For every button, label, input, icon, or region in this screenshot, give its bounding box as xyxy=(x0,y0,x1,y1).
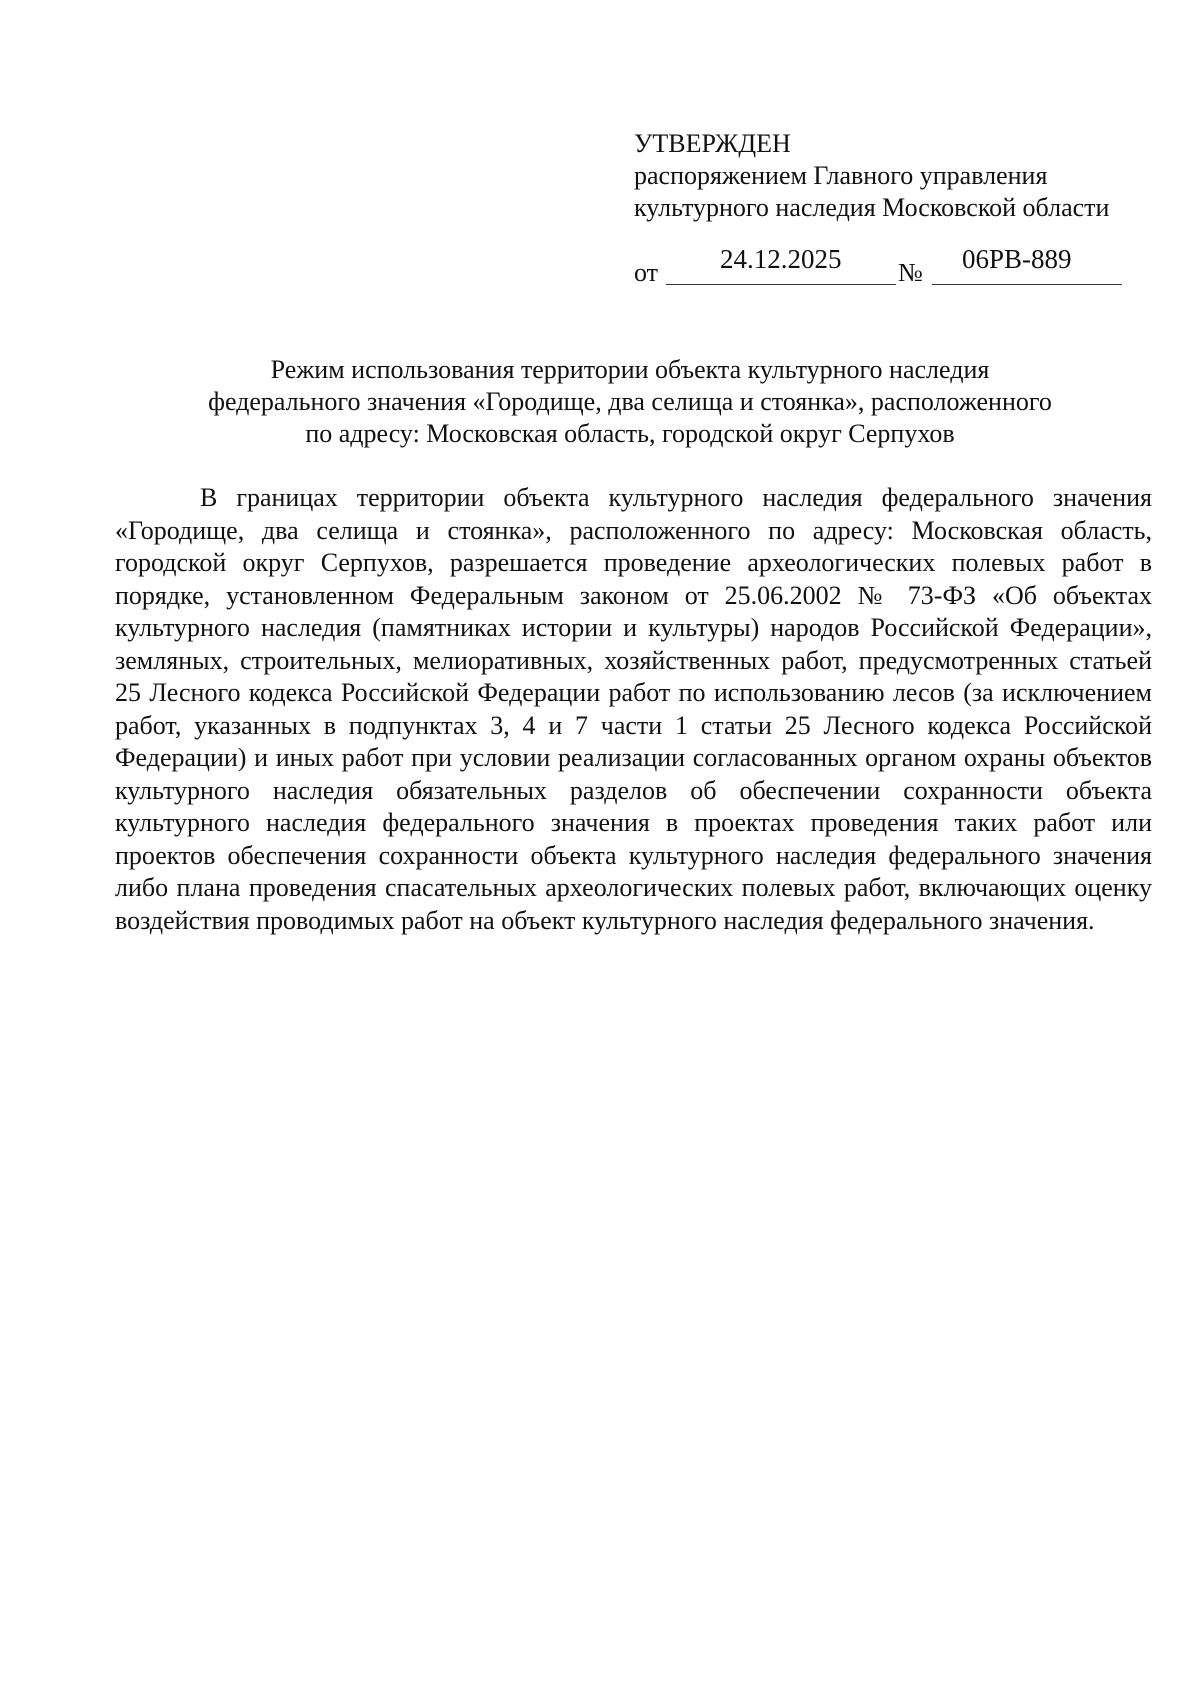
date-label: от xyxy=(634,258,659,287)
number-field xyxy=(932,244,1122,285)
date-field xyxy=(666,244,896,285)
title-line-2: федерального значения «Городище, два селища и стоянка», расположенного xyxy=(208,387,1052,416)
approval-heading: УТВЕРЖДЕН xyxy=(634,129,791,158)
number-label: № xyxy=(898,258,923,287)
title-line-1: Режим использования территории объекта культурного наследия xyxy=(270,355,990,384)
document-number: 06РВ-889 xyxy=(962,244,1072,274)
approval-stamp-block xyxy=(634,128,1154,224)
document-date: 24.12.2025 xyxy=(720,244,842,274)
document-reference xyxy=(634,244,1154,288)
approval-authority-line-1: распоряжением Главного управления xyxy=(634,161,1048,190)
document-title xyxy=(110,354,1150,450)
approval-authority-line-2: культурного наследия Московской области xyxy=(634,193,1110,222)
title-line-3: по адресу: Московская область, городской округ Серпухов xyxy=(305,419,955,448)
body-paragraph: В границах территории объекта культурного наследия федерального значения «Городище, два селища и стоянка», расположенного по адресу: Московская область, городской округ Серпухов, разрешается проведение археологических полевых работ в порядке, установленном Федеральным законом от 25.06.2002 № 73-ФЗ «Об объектах культурного наследия (памятниках истории и культуры) народов Российской Федерации», земляных, строительных, мелиоративных, хозяйственных работ, предусмотренных статьей 25 Лесного кодекса Российской Федерации работ по использованию лесов (за исключением работ, указанных в подпунктах 3, 4 и 7 части 1 статьи 25 Лесного кодекса Российской Федерации) и иных работ при условии реализации согласованных органом охраны объектов культурного наследия обязательных разделов об обеспечении сохранности объекта культурного наследия федерального значения в проектах проведения таких работ или проектов обеспечения сохранности объекта культурного наследия федерального значения либо плана проведения спасательных археологических полевых работ, включающих оценку воздействия проводимых работ на объект культурного наследия федерального значения. xyxy=(115,483,1152,935)
